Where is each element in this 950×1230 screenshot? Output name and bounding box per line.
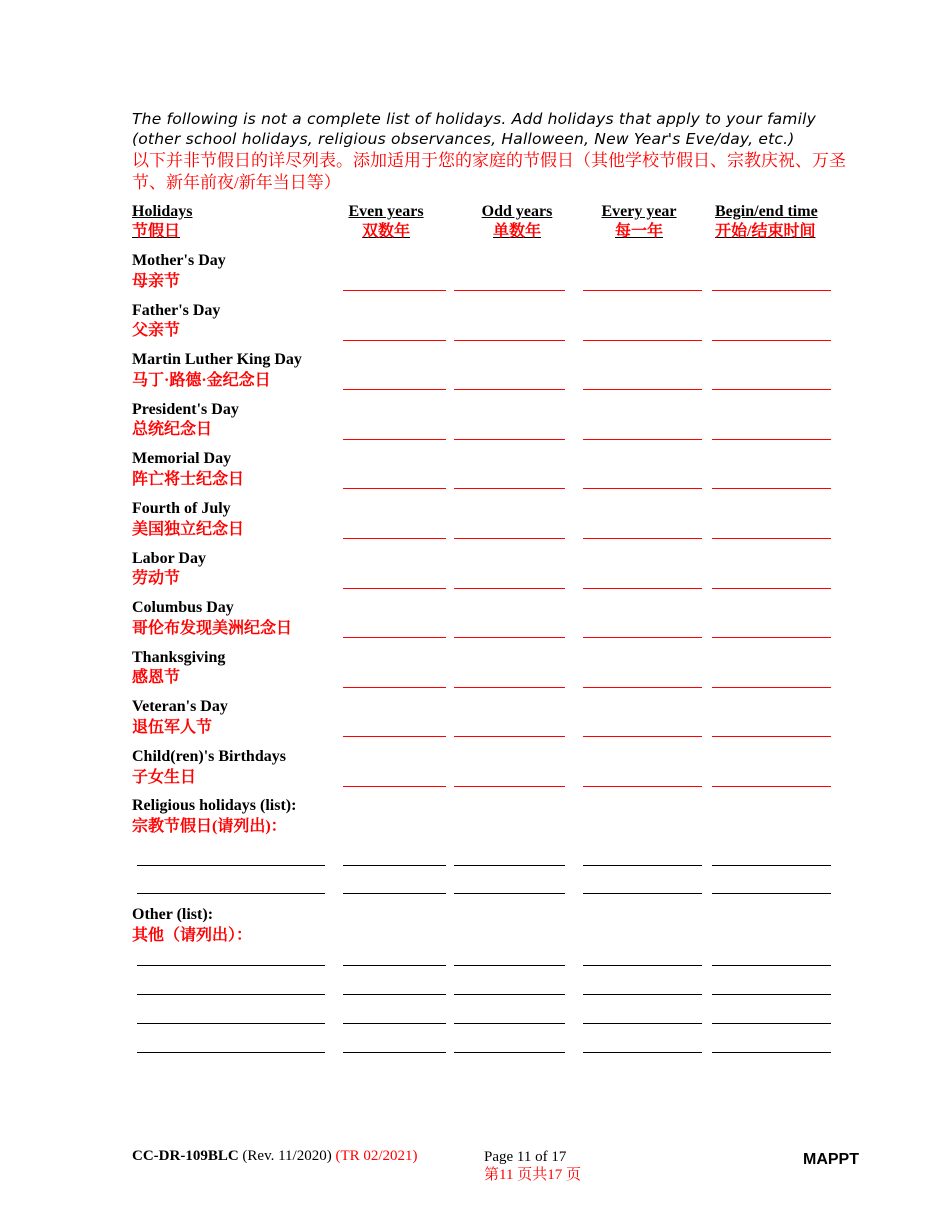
religious-label-en: Religious holidays (list): — [132, 797, 297, 814]
header-begin-end — [715, 202, 818, 242]
holiday-entry-line[interactable] — [712, 687, 831, 688]
other-label-en: Other (list): — [132, 906, 214, 923]
holiday-entry-line[interactable] — [712, 488, 831, 489]
other-name-line[interactable] — [137, 1052, 325, 1053]
holiday-entry-line[interactable] — [583, 538, 702, 539]
holiday-entry-line[interactable] — [454, 687, 565, 688]
holiday-entry-line[interactable] — [454, 736, 565, 737]
other-name-line[interactable] — [137, 1023, 325, 1024]
holiday-entry-line[interactable] — [454, 488, 565, 489]
holiday-entry-line[interactable] — [712, 637, 831, 638]
intro-chinese: 以下并非节假日的详尽列表。添加适用于您的家庭的节假日（其他学校节假日、宗教庆祝、万圣节、新年前夜/新年当日等） — [132, 151, 846, 192]
holiday-label — [132, 301, 220, 342]
holiday-entry-line[interactable] — [343, 538, 446, 539]
other-label — [132, 905, 252, 946]
holiday-label — [132, 697, 228, 738]
header-begin-end-en: Begin/end time — [715, 203, 818, 220]
holiday-label — [132, 449, 244, 490]
other-entry-line[interactable] — [583, 1052, 702, 1053]
other-entry-line[interactable] — [454, 1023, 565, 1024]
holiday-entry-line[interactable] — [712, 588, 831, 589]
religious-entry-line[interactable] — [343, 865, 446, 866]
holiday-entry-line[interactable] — [343, 389, 446, 390]
form-revision: (Rev. 11/2020) — [242, 1148, 332, 1164]
holiday-label-zh: 劳动节 — [132, 570, 181, 588]
holiday-label-en: Memorial Day — [132, 450, 232, 468]
header-even-en: Even years — [348, 203, 424, 220]
other-name-line[interactable] — [137, 965, 325, 966]
other-entry-line[interactable] — [343, 965, 446, 966]
header-even-zh: 双数年 — [361, 223, 410, 240]
footer-page-number — [484, 1148, 581, 1184]
holiday-label — [132, 747, 286, 788]
holiday-label-en: Father's Day — [132, 301, 221, 319]
other-name-line[interactable] — [137, 994, 325, 995]
page-number-en: Page 11 of 17 — [484, 1149, 567, 1165]
holiday-entry-line[interactable] — [343, 637, 446, 638]
header-every-en: Every year — [601, 203, 677, 220]
holiday-entry-line[interactable] — [712, 736, 831, 737]
holiday-label — [132, 251, 226, 292]
other-entry-line[interactable] — [712, 994, 831, 995]
religious-entry-line[interactable] — [712, 865, 831, 866]
religious-entry-line[interactable] — [583, 865, 702, 866]
header-odd-years — [478, 202, 556, 242]
header-odd-en: Odd years — [481, 203, 553, 220]
holiday-label — [132, 400, 239, 441]
other-entry-line[interactable] — [343, 1052, 446, 1053]
holiday-entry-line[interactable] — [454, 637, 565, 638]
other-entry-line[interactable] — [343, 1023, 446, 1024]
religious-entry-line[interactable] — [454, 865, 565, 866]
form-code: CC-DR-109BLC — [132, 1148, 239, 1164]
holiday-entry-line[interactable] — [343, 488, 446, 489]
other-entry-line[interactable] — [712, 965, 831, 966]
holiday-entry-line[interactable] — [583, 340, 702, 341]
holiday-entry-line[interactable] — [343, 290, 446, 291]
header-holidays — [132, 202, 192, 242]
holiday-entry-line[interactable] — [583, 786, 702, 787]
other-entry-line[interactable] — [454, 994, 565, 995]
header-holidays-zh: 节假日 — [132, 223, 181, 240]
header-every-year — [597, 202, 681, 242]
holiday-entry-line[interactable] — [712, 290, 831, 291]
holiday-entry-line[interactable] — [454, 538, 565, 539]
holiday-entry-line[interactable] — [343, 736, 446, 737]
religious-label — [132, 796, 296, 837]
holiday-entry-line[interactable] — [712, 538, 831, 539]
holiday-label-zh: 马丁·路德·金纪念日 — [132, 371, 271, 389]
other-entry-line[interactable] — [583, 965, 702, 966]
religious-name-line[interactable] — [137, 865, 325, 866]
other-entry-line[interactable] — [454, 965, 565, 966]
holiday-label — [132, 499, 244, 540]
form-translation: (TR 02/2021) — [335, 1148, 418, 1164]
holiday-entry-line[interactable] — [454, 439, 565, 440]
other-entry-line[interactable] — [343, 994, 446, 995]
holiday-entry-line[interactable] — [583, 588, 702, 589]
holiday-label — [132, 350, 302, 391]
holiday-label-en: Martin Luther King Day — [132, 351, 302, 369]
other-entry-line[interactable] — [583, 1023, 702, 1024]
holiday-entry-line[interactable] — [712, 439, 831, 440]
holiday-label-en: Labor Day — [132, 549, 206, 567]
holiday-label-zh: 总统纪念日 — [132, 421, 213, 439]
holiday-entry-line[interactable] — [343, 439, 446, 440]
header-odd-zh: 单数年 — [492, 223, 541, 240]
page-number-zh: 第11 页共17 页 — [484, 1167, 581, 1183]
holiday-label-zh: 哥伦布发现美洲纪念日 — [132, 619, 293, 637]
holiday-label-zh: 父亲节 — [132, 322, 181, 340]
holiday-entry-line[interactable] — [454, 290, 565, 291]
holiday-entry-line[interactable] — [343, 687, 446, 688]
holiday-entry-line[interactable] — [343, 786, 446, 787]
holiday-label-en: Child(ren)'s Birthdays — [132, 748, 286, 765]
religious-name-line[interactable] — [137, 893, 325, 894]
footer-form-code — [132, 1148, 418, 1165]
header-holidays-en: Holidays — [132, 203, 193, 220]
holiday-label — [132, 648, 225, 689]
other-entry-line[interactable] — [712, 1023, 831, 1024]
holiday-label-en: President's Day — [132, 400, 239, 418]
other-entry-line[interactable] — [712, 1052, 831, 1053]
holiday-entry-line[interactable] — [583, 637, 702, 638]
holiday-entry-line[interactable] — [583, 736, 702, 737]
holiday-entry-line[interactable] — [583, 687, 702, 688]
holiday-entry-line[interactable] — [454, 588, 565, 589]
header-begin-end-zh: 开始/结束时间 — [715, 223, 816, 240]
holiday-label-zh: 母亲节 — [132, 272, 181, 290]
holiday-label-zh: 阵亡将士纪念日 — [132, 470, 245, 488]
header-every-zh: 每一年 — [614, 223, 663, 240]
holiday-entry-line[interactable] — [454, 389, 565, 390]
holiday-label-zh: 子女生日 — [132, 768, 197, 786]
religious-entry-line[interactable] — [712, 893, 831, 894]
footer-mark: MAPPT — [803, 1151, 859, 1168]
holiday-label-en: Thanksgiving — [132, 648, 226, 666]
header-even-years — [345, 202, 427, 242]
holiday-entry-line[interactable] — [712, 786, 831, 787]
holiday-entry-line[interactable] — [454, 786, 565, 787]
holiday-label — [132, 598, 292, 639]
holiday-entry-line[interactable] — [343, 340, 446, 341]
holiday-label-en: Mother's Day — [132, 252, 226, 269]
holiday-label-en: Columbus Day — [132, 599, 234, 617]
religious-entry-line[interactable] — [583, 893, 702, 894]
holiday-label-en: Veteran's Day — [132, 698, 228, 716]
holiday-entry-line[interactable] — [712, 389, 831, 390]
holiday-entry-line[interactable] — [583, 389, 702, 390]
other-entry-line[interactable] — [583, 994, 702, 995]
holiday-label-zh: 退伍军人节 — [132, 718, 213, 736]
holiday-entry-line[interactable] — [583, 290, 702, 291]
holiday-label-zh: 美国独立纪念日 — [132, 520, 245, 538]
intro-english: The following is not a complete list of holidays. Add holidays that apply to your family (other school holidays, religious observances, Halloween, New Year's Eve/day, etc.) — [132, 110, 816, 148]
other-entry-line[interactable] — [454, 1052, 565, 1053]
religious-label-zh: 宗教节假日(请列出)： — [132, 817, 287, 835]
holiday-label — [132, 549, 206, 590]
other-label-zh: 其他（请列出）： — [132, 926, 253, 944]
religious-entry-line[interactable] — [343, 893, 446, 894]
holiday-entry-line[interactable] — [583, 439, 702, 440]
holiday-entry-line[interactable] — [712, 340, 831, 341]
holiday-entry-line[interactable] — [583, 488, 702, 489]
holiday-label-en: Fourth of July — [132, 500, 231, 517]
holiday-entry-line[interactable] — [454, 340, 565, 341]
religious-entry-line[interactable] — [454, 893, 565, 894]
holiday-label-zh: 感恩节 — [132, 669, 181, 687]
holiday-entry-line[interactable] — [343, 588, 446, 589]
